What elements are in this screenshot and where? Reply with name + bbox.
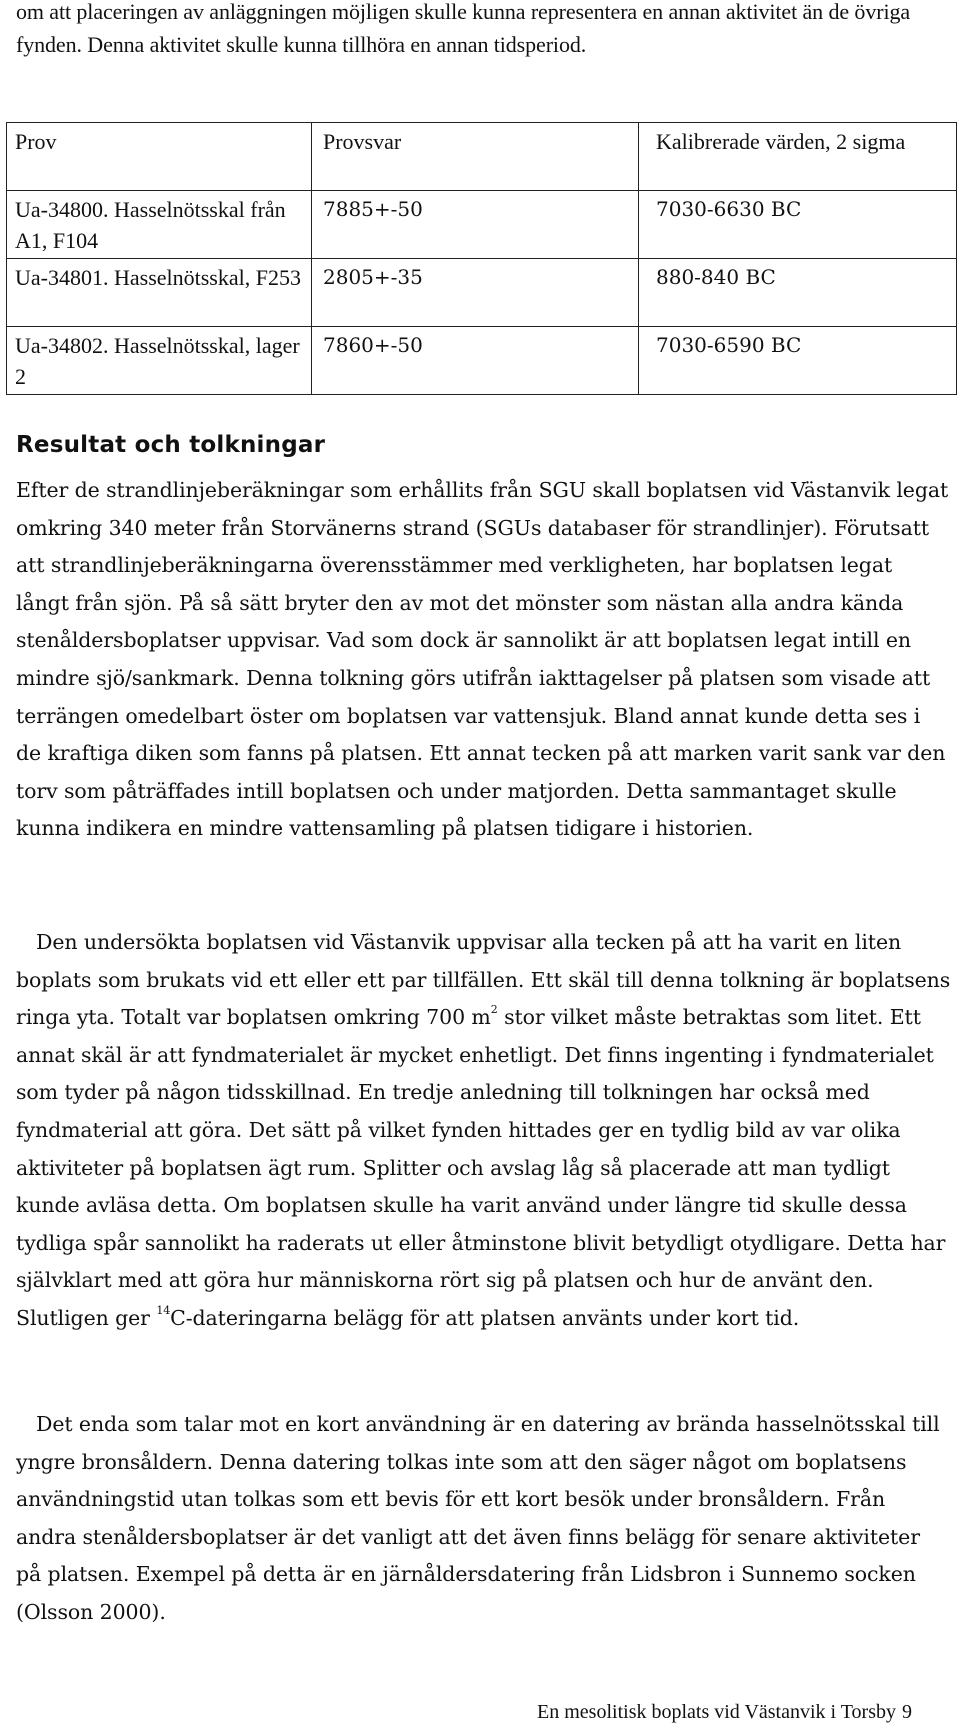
table-cell-result: 2805+-35: [312, 259, 639, 327]
table-cell-result: 7860+-50: [312, 327, 639, 395]
page-number: 9: [902, 1701, 912, 1723]
paragraph-text: stor vilket måste betraktas som litet. Ett annat skäl är att fyndmaterialet är mycket enhetligt. Det finns ingenting i fyndmaterialet som tyder på någon tidsskillnad. En tredje anledning till tolkningen har också med fyndmaterial att göra. Det sätt på vilket fynden hittades ger en tydlig bild av var olika aktiviteter på boplatsen ägt rum. Splitter och avslag låg så placerade att man tydligt kunde avläsa detta. Om boplatsen skulle ha varit använd under längre tid skulle dessa tydliga spår sannolikt ha raderats ut eller åtminstone blivit betydligt otydligare. Detta har självklart med att göra hur människorna rört sig på platsen och hur de använt den. Slutligen ger: [16, 1005, 946, 1330]
header-cell-prov: Prov: [7, 123, 312, 191]
table-header-row: [7, 123, 957, 191]
paragraph-bronze-age: Det enda som talar mot en kort användning är en datering av brända hasselnötsskal till yngre bronsåldern. Denna datering tolkas inte som att den säger något om boplatsens användningstid utan tolkas som ett bevis för ett kort besök under bronsåldern. Från andra stenåldersboplatser är det vanligt att det även finns belägg för senare aktiviteter på platsen. Exempel på detta är en järnåldersdatering från Lidsbron i Sunnemo socken (Olsson 2000).: [16, 1412, 940, 1624]
table-cell-sample: Ua-34801. Hasselnötsskal, F253: [7, 259, 312, 327]
header-cell-kalibrerade: Kalibrerade värden, 2 sigma: [639, 123, 957, 191]
table-row: [7, 259, 957, 327]
table-cell-calibrated: 7030-6590 BC: [639, 327, 957, 395]
paragraph-text: Den undersökta boplatsen vid Västanvik uppvisar alla tecken på att ha varit en liten boplats som brukats vid ett eller ett par tillfällen. Ett skäl till denna tolkning är boplatsens ringa yta. Totalt var boplatsen omkring 700 m: [16, 930, 951, 1030]
page-footer: [537, 1701, 912, 1724]
table-cell-calibrated: 880-840 BC: [639, 259, 957, 327]
header-cell-provsvar: Provsvar: [312, 123, 639, 191]
paragraph-results: Efter de strandlinjeberäkningar som erhållits från SGU skall boplatsen vid Västanvik legat omkring 340 meter från Storvänerns strand (SGUs databaser för strandlinjer). Förutsatt att strandlinjeberäkningarna överensstämmer med verkligheten, har boplatsen legat långt från sjön. På så sätt bryter den av mot det mönster som nästan alla andra kända stenåldersboplatser uppvisar. Vad som dock är sannolikt är att boplatsen legat intill en mindre sjö/sankmark. Denna tolkning görs utifrån iakttagelser på platsen som visade att terrängen omedelbart öster om boplatsen var vattensjuk. Bland annat kunde detta ses i de kraftiga diken som fanns på platsen. Ett annat tecken på att marken varit sank var den torv som påträffades intill boplatsen och under matjorden. Detta sammantaget skulle kunna indikera en mindre vattensamling på platsen tidigare i historien.: [16, 478, 949, 841]
table-cell-sample: Ua-34800. Hasselnötsskal från A1, F104: [7, 191, 312, 259]
radiocarbon-table: [6, 122, 957, 395]
table-cell-result: 7885+-50: [312, 191, 639, 259]
table-row: [7, 327, 957, 395]
paragraph-text: C-dateringarna belägg för att platsen använts under kort tid.: [170, 1305, 800, 1330]
table-cell-calibrated: 7030-6630 BC: [639, 191, 957, 259]
paragraph-interpretation: [16, 924, 951, 1338]
superscript-carbon-14: 14: [156, 1303, 171, 1317]
table-cell-sample: Ua-34802. Hasselnötsskal, lager 2: [7, 327, 312, 395]
intro-paragraph: om att placeringen av anläggningen möjligen skulle kunna representera en annan aktivitet än de övriga fynden. Denna aktivitet skulle kunna tillhöra en annan tidsperiod.: [16, 0, 911, 57]
superscript-squared: 2: [490, 1003, 498, 1017]
footer-title: En mesolitisk boplats vid Västanvik i Torsby: [537, 1701, 896, 1723]
table-row: [7, 191, 957, 259]
section-heading: Resultat och tolkningar: [16, 432, 326, 458]
